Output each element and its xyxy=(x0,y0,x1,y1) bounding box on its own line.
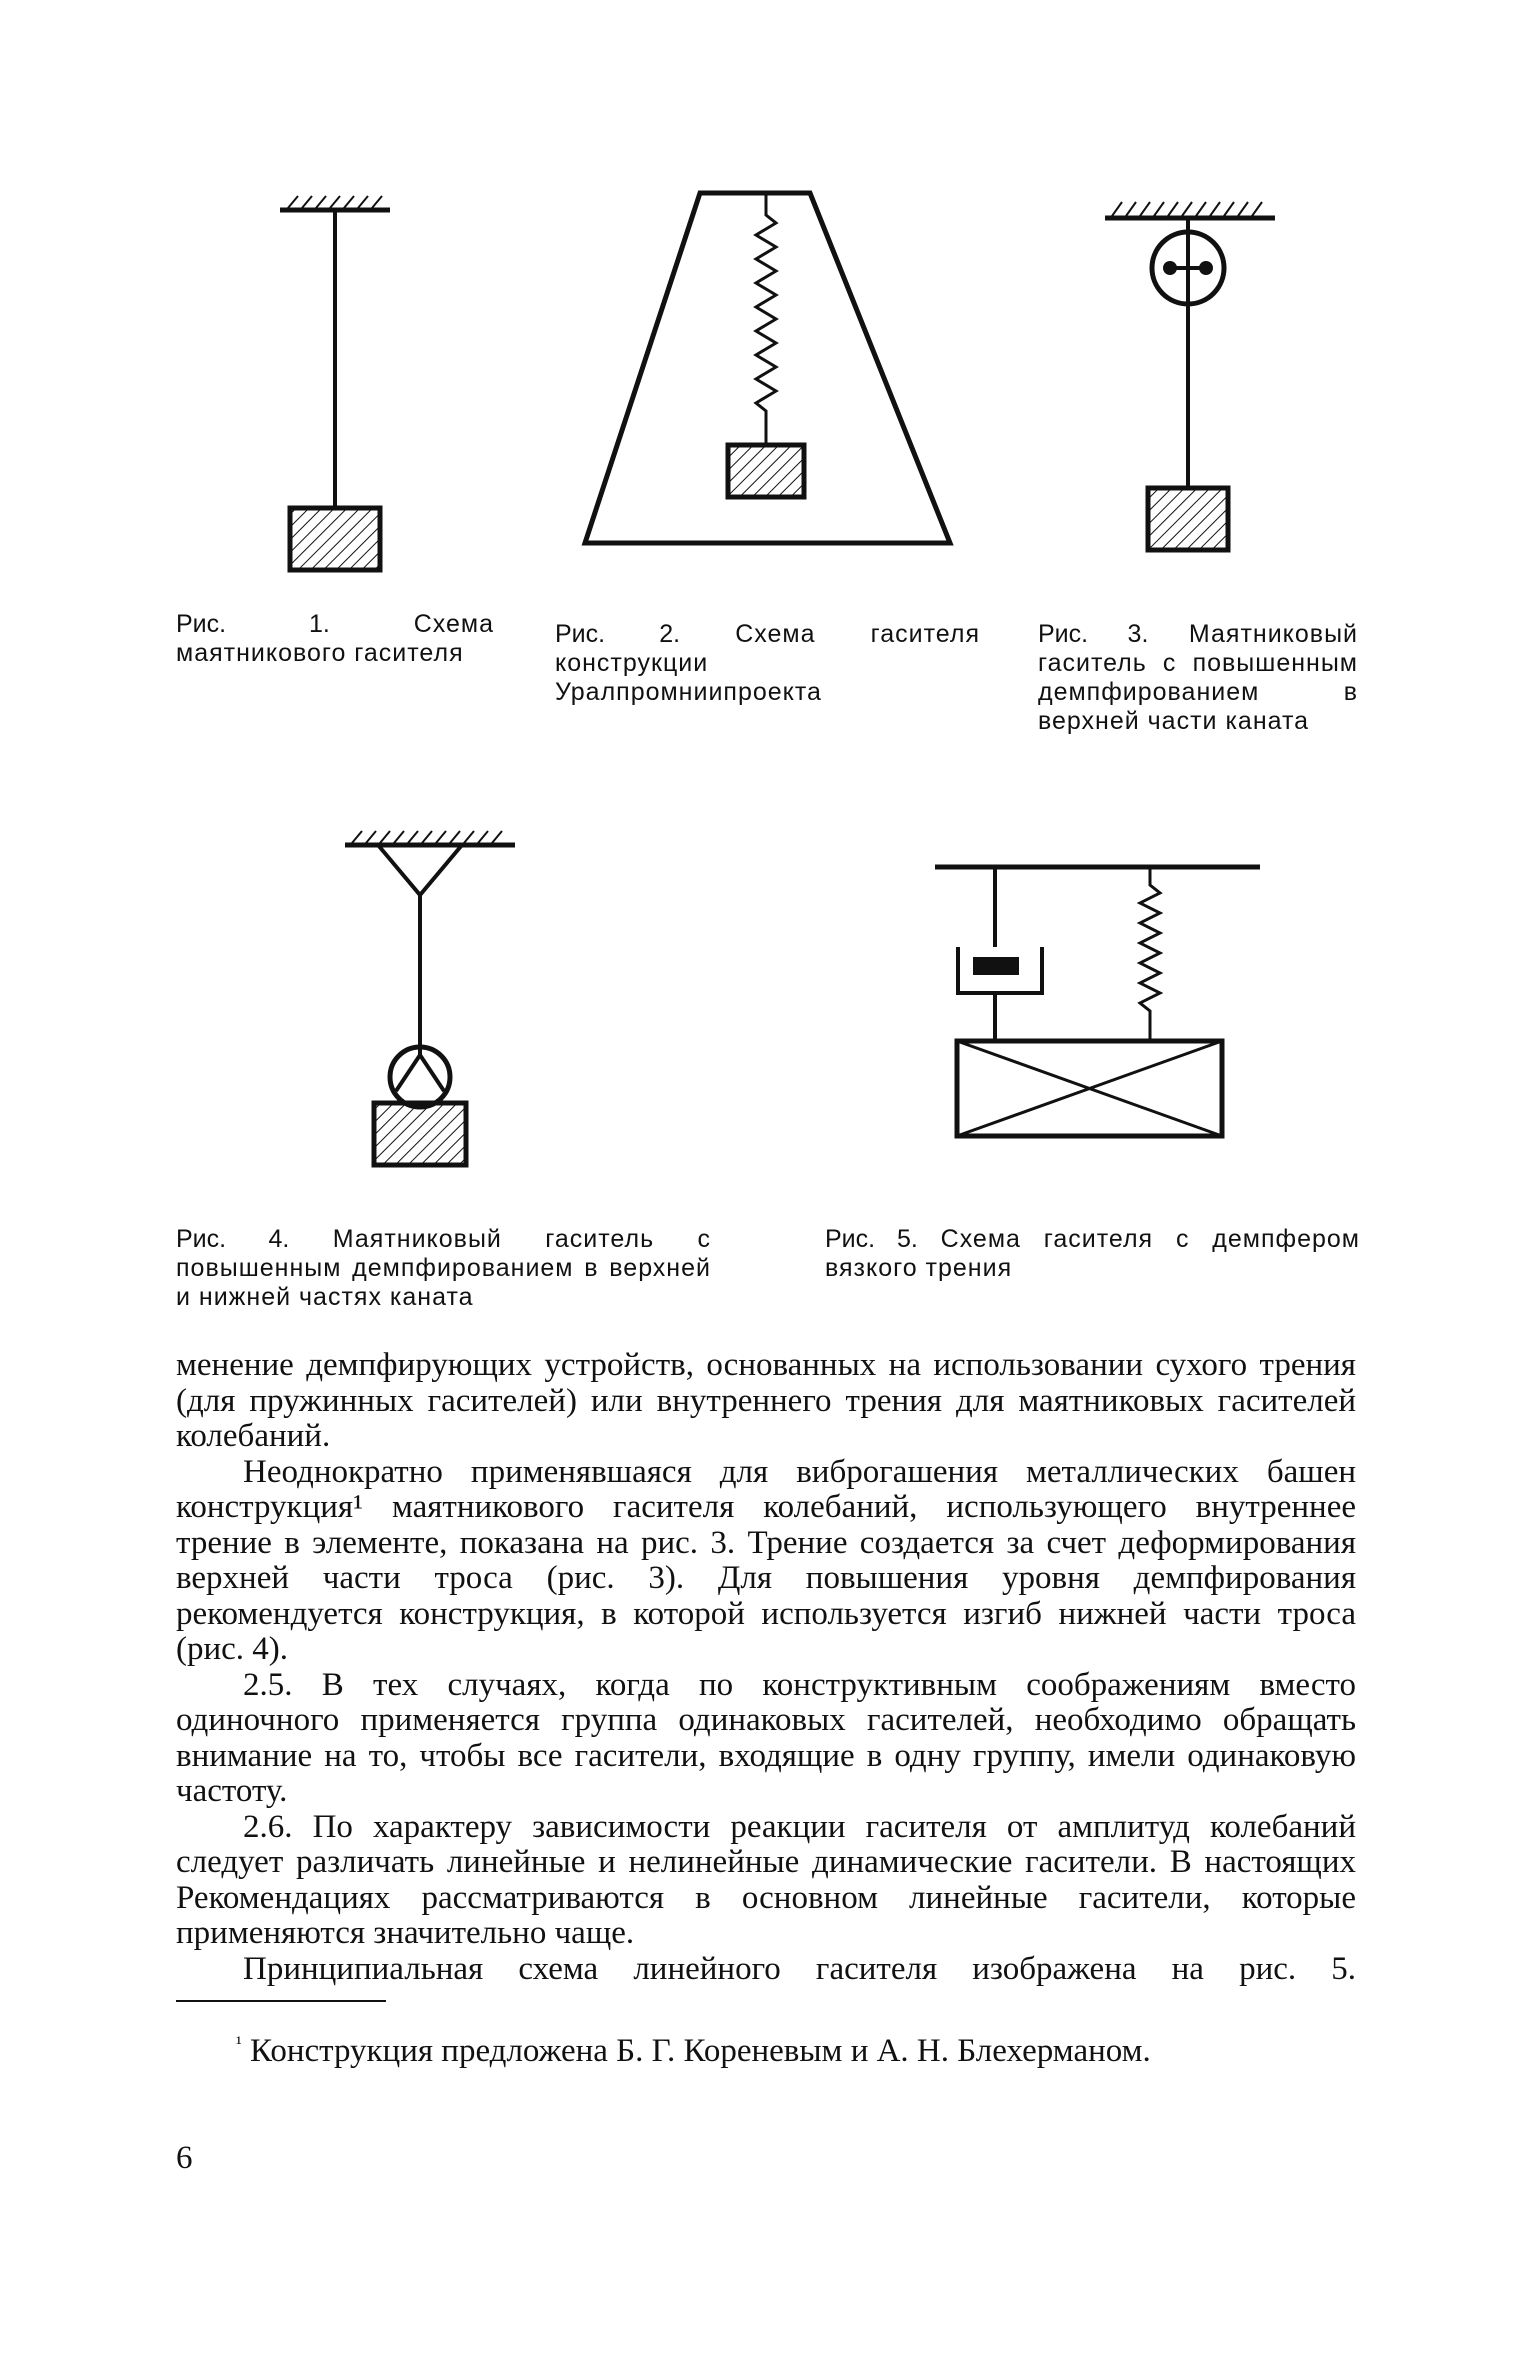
page-number: 6 xyxy=(176,2140,193,2176)
figure-3-text: Маятниковый гаситель с повышенным демпфированием в верхней части каната xyxy=(1038,620,1358,735)
figure-4-caption xyxy=(176,1225,711,1312)
paragraph-1: менение демпфирующих устройств, основанных на использовании сухого трения (для пружинных гасителей) или внутреннего трения для маятниковых гасителей колебаний. xyxy=(176,1347,1356,1454)
paragraph-3: 2.5. В тех случаях, когда по конструктивным соображениям вместо одиночного применяется группа одинаковых гасителей, необходимо обращать внимание на то, чтобы все гасители, входящие в одну группу, имели одинаковую частоту. xyxy=(176,1666,1356,1809)
figure-5-text: Схема гасителя с демпфером вязкого трения xyxy=(825,1225,1360,1282)
body-text xyxy=(176,1348,1356,1987)
figure-3-label: Рис. 3. xyxy=(1038,620,1149,648)
figure-3-caption xyxy=(1038,620,1358,736)
paragraph-5: Принципиальная схема линейного гасителя изображена на рис. 5. xyxy=(243,1950,1356,1987)
figure-4-diagram xyxy=(340,825,520,1175)
figure-1-text: Схема маятникового гасителя xyxy=(176,610,494,667)
figure-1-diagram xyxy=(270,190,400,590)
figure-1-label: Рис. 1. xyxy=(176,610,330,638)
figure-3-diagram xyxy=(1100,190,1280,560)
figure-5-caption xyxy=(825,1225,1360,1283)
footnote-text: Конструкция предложена Б. Г. Кореневым и А. Н. Блехерманом. xyxy=(249,2033,1151,2069)
figure-4-text: Маятниковый гаситель с повышенным демпфированием в верхней и нижней частях каната xyxy=(176,1225,712,1311)
figure-2-label: Рис. 2. xyxy=(555,620,681,648)
footnote-mark: ¹ xyxy=(236,2033,242,2054)
paragraph-4: 2.6. По характеру зависимости реакции гасителя от амплитуд колебаний следует различать линейные и нелинейные динамические гасители. В настоящих Рекомендациях рассматриваются в основном линейные гасители, которые применяются значительно чаще. xyxy=(176,1808,1356,1951)
paragraph-2: Неоднократно применявшаяся для виброгашения металлических башен конструкция¹ маятникового гасителя колебаний, использующего внутреннее трение в элементе, показана на рис. 3. Трение создается за счет деформирования верхней части троса (рис. 3). Для повышения уровня демпфирования рекомендуется конструкция, в которой используется изгиб нижней части троса (рис. 4). xyxy=(176,1453,1356,1667)
footnote xyxy=(176,2025,1356,2070)
figure-5-diagram xyxy=(925,855,1265,1145)
figure-1-caption xyxy=(176,610,494,668)
footnote-separator xyxy=(176,2000,386,2002)
figure-2-diagram xyxy=(580,185,960,560)
figure-2-text: Схема гасителя конструкции Уралпромниипроекта xyxy=(555,620,980,706)
figure-5-label: Рис. 5. xyxy=(825,1225,918,1253)
figure-4-label: Рис. 4. xyxy=(176,1225,290,1253)
figure-2-caption xyxy=(555,620,980,707)
